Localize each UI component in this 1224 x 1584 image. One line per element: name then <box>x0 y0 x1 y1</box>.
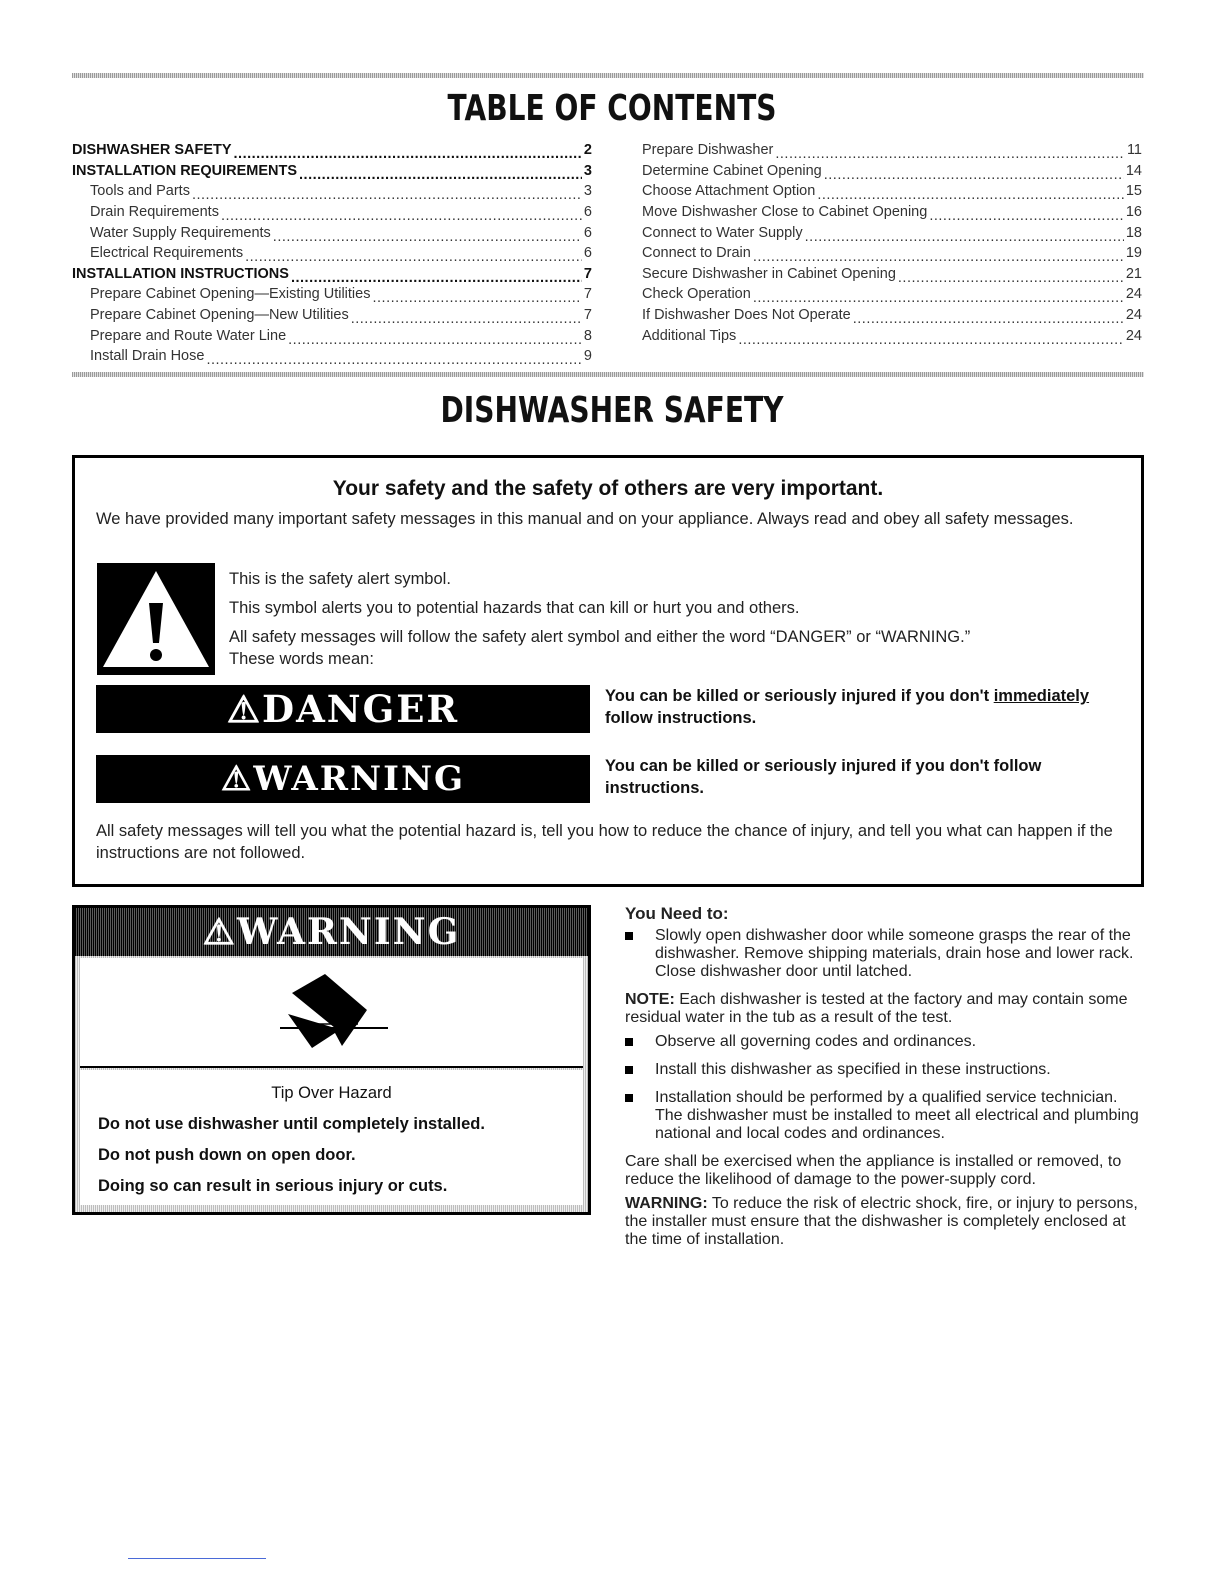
toc-leader-dots <box>291 270 582 284</box>
toc-entry-page: 7 <box>583 265 592 282</box>
toc-entry-page: 8 <box>583 327 592 344</box>
toc-left-column <box>72 140 592 367</box>
warning-text: You can be killed or seriously injured if you don't follow instructions. <box>605 757 1042 797</box>
toc-entry-page: 2 <box>583 142 592 159</box>
tip-over-line-2: Do not push down on open door. <box>98 1146 356 1164</box>
toc-entry[interactable] <box>642 284 1142 305</box>
enclosure-warning-paragraph: WARNING: To reduce the risk of electric shock, fire, or injury to persons, the installer must ensure that the dishwasher is completely enclosed at the time of installation. <box>625 1195 1138 1248</box>
toc-entry[interactable] <box>642 325 1142 346</box>
toc-entry-label: If Dishwasher Does Not Operate <box>642 307 851 324</box>
toc-entry-page: 7 <box>583 286 592 303</box>
toc-entry[interactable] <box>72 305 592 326</box>
toc-entry[interactable] <box>642 202 1142 223</box>
care-paragraph: Care shall be exercised when the appliance is installed or removed, to reduce the likelihood of damage to the power-supply cord. <box>625 1153 1122 1188</box>
safety-alert-icon <box>97 563 215 675</box>
tip-over-text-area <box>80 1070 583 1205</box>
toc-entry-label: Determine Cabinet Opening <box>642 162 822 179</box>
danger-text-underlined: immediately <box>993 687 1090 705</box>
tip-over-line-3: Doing so can result in serious injury or cuts. <box>98 1177 448 1195</box>
toc-entry-page: 15 <box>1125 183 1142 200</box>
toc-entry-page: 3 <box>583 162 592 179</box>
toc-entry-page: 6 <box>583 245 592 262</box>
toc-leader-dots <box>299 167 582 181</box>
toc-entry[interactable] <box>642 305 1142 326</box>
toc-entry-label: Prepare Dishwasher <box>642 142 774 159</box>
bullet-square-icon <box>625 1033 655 1051</box>
warning-signal-bar: ⚠WARNING <box>96 755 590 803</box>
you-need-to-heading: You Need to: <box>625 904 729 923</box>
toc-leader-dots <box>273 229 582 243</box>
toc-entry-label: INSTALLATION REQUIREMENTS <box>72 162 298 179</box>
needs-bullet-1: Slowly open dishwasher door while someone grasps the rear of the dishwasher. Remove shipping materials, drain hose and lower rack. Close dishwasher door until latched. <box>625 927 1140 981</box>
toc-entry[interactable] <box>72 346 592 367</box>
needs-bullet-4: Installation should be performed by a qualified service technician. The dishwasher must be installed to meet all electrical and plumbing national and local codes and ordinances. <box>625 1089 1140 1143</box>
toc-entry[interactable] <box>72 264 592 285</box>
safety-subtitle: Your safety and the safety of others are very important. <box>332 477 884 500</box>
toc-entry-page: 24 <box>1125 307 1142 324</box>
toc-entry[interactable] <box>642 243 1142 264</box>
toc-entry-label: INSTALLATION INSTRUCTIONS <box>72 265 289 282</box>
toc-title: TABLE OF CONTENTS <box>447 88 777 129</box>
toc-entry-label: DISHWASHER SAFETY <box>72 142 232 159</box>
danger-text <box>605 685 1135 729</box>
toc-leader-dots <box>738 332 1124 346</box>
toc-entry-label: Electrical Requirements <box>90 245 244 262</box>
you-need-to-section <box>625 905 1140 1255</box>
toc-entry[interactable] <box>72 202 592 223</box>
safety-intro-text: We have provided many important safety messages in this manual and on your appliance. Always read and obey all safety messages. <box>96 510 1074 528</box>
toc-entry-label: Check Operation <box>642 286 751 303</box>
toc-entry-page: 18 <box>1125 224 1142 241</box>
toc-entry-page: 24 <box>1125 286 1142 303</box>
tip-over-line-1: Do not use dishwasher until completely installed. <box>98 1115 485 1133</box>
toc-leader-dots <box>221 208 582 222</box>
toc-entry-label: Tools and Parts <box>90 183 190 200</box>
toc-entry-label: Prepare Cabinet Opening—New Utilities <box>90 307 349 324</box>
toc-leader-dots <box>234 146 582 160</box>
toc-leader-dots <box>805 229 1124 243</box>
toc-right-column <box>642 140 1142 346</box>
tip-over-warning-header: ⚠WARNING <box>75 908 588 956</box>
toc-bottom-rule <box>72 372 1144 377</box>
bullet-square-icon <box>625 1061 655 1079</box>
symbol-line-1: This is the safety alert symbol. <box>229 570 451 588</box>
symbol-line-2: This symbol alerts you to potential hazards that can kill or hurt you and others. <box>229 599 800 617</box>
toc-entry[interactable] <box>642 264 1142 285</box>
toc-entry[interactable] <box>72 161 592 182</box>
toc-leader-dots <box>929 208 1124 222</box>
toc-leader-dots <box>192 187 582 201</box>
toc-entry[interactable] <box>72 284 592 305</box>
toc-entry[interactable] <box>642 161 1142 182</box>
toc-entry-label: Move Dishwasher Close to Cabinet Opening <box>642 204 928 221</box>
toc-leader-dots <box>775 146 1125 160</box>
toc-entry[interactable] <box>72 181 592 202</box>
toc-entry-page: 16 <box>1125 204 1142 221</box>
toc-entry-label: Water Supply Requirements <box>90 224 271 241</box>
toc-entry[interactable] <box>72 222 592 243</box>
toc-entry-page: 7 <box>583 307 592 324</box>
toc-entry-label: Install Drain Hose <box>90 348 205 365</box>
danger-text-b: follow instructions. <box>605 709 757 727</box>
toc-entry-label: Prepare Cabinet Opening—Existing Utilities <box>90 286 371 303</box>
bullet-square-icon <box>625 1089 655 1143</box>
toc-entry[interactable] <box>642 222 1142 243</box>
toc-leader-dots <box>753 290 1124 304</box>
top-rule <box>72 73 1144 78</box>
needs-bullet-3: Install this dishwasher as specified in these instructions. <box>625 1061 1140 1079</box>
toc-leader-dots <box>288 332 582 346</box>
toc-entry-label: Additional Tips <box>642 327 737 344</box>
safety-outro-text: All safety messages will tell you what the potential hazard is, tell you how to reduce the chance of injury, and tell you what can happen if the instructions are not followed. <box>96 822 1113 862</box>
tip-over-hazard-title: Tip Over Hazard <box>271 1084 392 1102</box>
toc-leader-dots <box>206 352 581 366</box>
toc-entry-page: 3 <box>583 183 592 200</box>
note-paragraph: NOTE: Each dishwasher is tested at the factory and may contain some residual water in the tub as a result of the test. <box>625 991 1128 1026</box>
section-title: DISHWASHER SAFETY <box>440 390 784 431</box>
toc-entry-page: 21 <box>1125 265 1142 282</box>
toc-entry-label: Secure Dishwasher in Cabinet Opening <box>642 265 896 282</box>
footer-line <box>128 1558 266 1559</box>
toc-entry-page: 9 <box>583 348 592 365</box>
toc-entry[interactable] <box>72 140 592 161</box>
toc-entry[interactable] <box>642 181 1142 202</box>
toc-entry-page: 24 <box>1125 327 1142 344</box>
tip-over-icon <box>80 958 583 1068</box>
toc-entry-page: 19 <box>1125 245 1142 262</box>
toc-leader-dots <box>817 187 1124 201</box>
toc-entry-page: 6 <box>583 224 592 241</box>
toc-entry-page: 14 <box>1125 162 1142 179</box>
toc-leader-dots <box>824 167 1124 181</box>
needs-bullet-2: Observe all governing codes and ordinances. <box>625 1033 1140 1051</box>
toc-entry[interactable] <box>72 243 592 264</box>
danger-signal-bar: ⚠DANGER <box>96 685 590 733</box>
toc-entry[interactable] <box>72 325 592 346</box>
danger-text-a: You can be killed or seriously injured if you don't <box>605 687 994 705</box>
toc-entry-label: Connect to Water Supply <box>642 224 803 241</box>
bullet-square-icon <box>625 927 655 981</box>
toc-leader-dots <box>853 311 1124 325</box>
symbol-line-4: These words mean: <box>229 650 374 668</box>
toc-entry-label: Connect to Drain <box>642 245 751 262</box>
toc-entry[interactable] <box>642 140 1142 161</box>
toc-leader-dots <box>372 290 581 304</box>
toc-leader-dots <box>351 311 582 325</box>
symbol-line-3: All safety messages will follow the safety alert symbol and either the word “DANGER” or “WARNING.” <box>229 628 971 646</box>
toc-entry-label: Prepare and Route Water Line <box>90 327 287 344</box>
toc-leader-dots <box>245 249 582 263</box>
toc-entry-page: 6 <box>583 204 592 221</box>
tip-over-warning-box <box>72 905 591 1215</box>
toc-leader-dots <box>753 249 1124 263</box>
toc-entry-page: 11 <box>1126 142 1142 159</box>
toc-entry-label: Choose Attachment Option <box>642 183 816 200</box>
toc-leader-dots <box>898 270 1124 284</box>
toc-entry-label: Drain Requirements <box>90 204 219 221</box>
